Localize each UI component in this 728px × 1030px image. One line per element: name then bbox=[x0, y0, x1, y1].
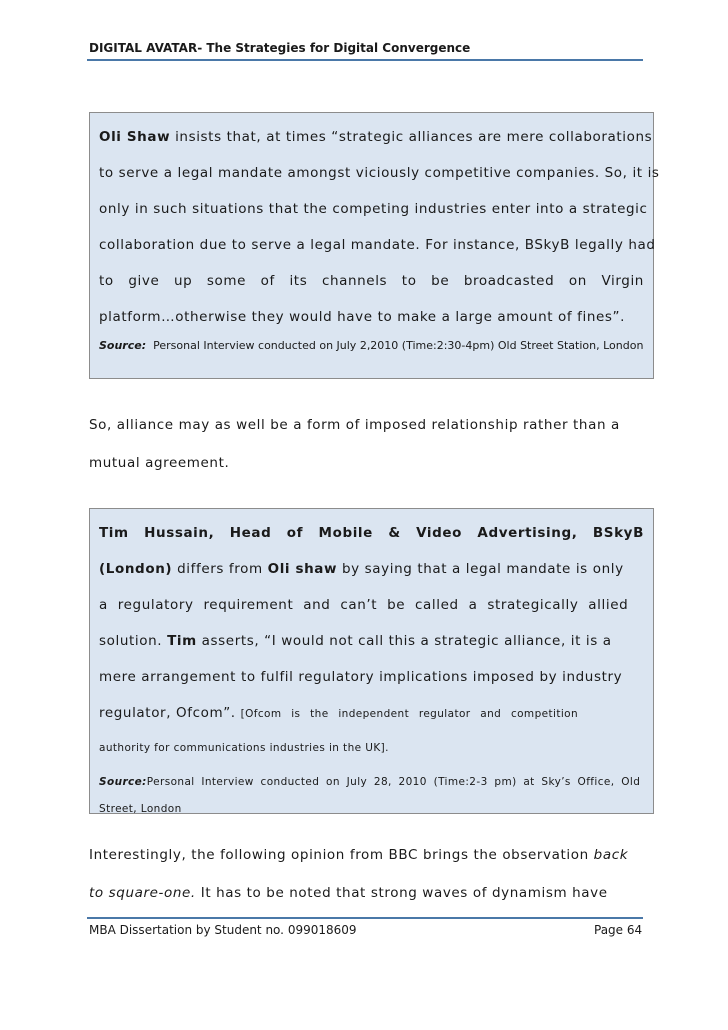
quote-line: mere arrangement to fulfil regulatory implications imposed by industry bbox=[99, 669, 623, 685]
word: its bbox=[289, 273, 308, 289]
word: some bbox=[206, 273, 247, 289]
quote-text: asserts, “I would not call this a strategic alliance, it is a bbox=[201, 633, 612, 649]
body-text: It has to be noted that strong waves of dynamism have bbox=[200, 885, 608, 901]
source-line: Street, London bbox=[99, 803, 182, 815]
speaker-name: Tim bbox=[167, 633, 197, 649]
quote-line: collaboration due to serve a legal mandate. For instance, BSkyB legally had bbox=[99, 237, 656, 253]
quote-text: by saying that a legal mandate is only bbox=[342, 561, 624, 577]
word: of bbox=[286, 525, 304, 541]
source-line bbox=[99, 335, 644, 357]
word: be bbox=[431, 273, 450, 289]
word: Virgin bbox=[601, 273, 644, 289]
quote-box-oli-shaw bbox=[89, 112, 660, 379]
source-text: Personal Interview conducted on July 28, 2010 (Time:2-3 pm) at Sky’s Office, Old bbox=[146, 776, 641, 788]
footer-left: MBA Dissertation by Student no. 099018609 bbox=[89, 923, 357, 937]
quote-line bbox=[99, 551, 644, 587]
quote-text: regulator, Ofcom”. bbox=[99, 705, 236, 721]
speaker-name: Oli shaw bbox=[267, 561, 338, 577]
word: Tim bbox=[99, 525, 129, 541]
body-line: So, alliance may as well be a form of imposed relationship rather than a bbox=[89, 417, 620, 433]
word: to bbox=[99, 273, 114, 289]
running-header: DIGITAL AVATAR- The Strategies for Digital Convergence bbox=[89, 41, 471, 55]
quote-line bbox=[99, 695, 644, 731]
word: on bbox=[568, 273, 587, 289]
body-paragraph bbox=[89, 836, 637, 912]
word: to bbox=[401, 273, 417, 289]
source-text: Personal Interview conducted on July 2,2010 (Time:2:30-4pm) Old Street Station, London bbox=[153, 339, 644, 352]
quote-line bbox=[99, 623, 644, 659]
quote-line: a regulatory requirement and can’t be called a strategically allied bbox=[99, 597, 629, 613]
source-label: Source: bbox=[99, 339, 147, 352]
quote-box-tim-hussain bbox=[89, 508, 654, 814]
editor-note-line: authority for communications industries in the UK]. bbox=[99, 742, 389, 754]
word: & bbox=[388, 525, 401, 541]
body-line bbox=[89, 836, 637, 874]
quote-text: differs from bbox=[177, 561, 263, 577]
speaker-location: (London) bbox=[99, 561, 173, 577]
source-line bbox=[99, 765, 644, 799]
body-paragraph bbox=[89, 406, 637, 482]
quote-line-justified bbox=[99, 263, 644, 299]
word: Video bbox=[416, 525, 463, 541]
body-line bbox=[89, 874, 637, 912]
word: give bbox=[128, 273, 160, 289]
body-text-italic: to square-one. bbox=[89, 885, 196, 901]
word: Mobile bbox=[318, 525, 373, 541]
word: Head bbox=[229, 525, 272, 541]
quote-line-justified bbox=[99, 515, 644, 551]
body-text: Interestingly, the following opinion from BBC brings the observation bbox=[89, 847, 589, 863]
word: Hussain, bbox=[144, 525, 215, 541]
header-rule bbox=[87, 59, 643, 61]
quote-line: to serve a legal mandate amongst viciously competitive companies. So, it is bbox=[99, 165, 660, 181]
word: up bbox=[173, 273, 193, 289]
quote-text: solution. bbox=[99, 633, 163, 649]
word: of bbox=[260, 273, 275, 289]
speaker-name: Oli Shaw bbox=[99, 129, 171, 145]
quote-text: insists that, at times “strategic alliances are mere collaborations bbox=[175, 129, 653, 145]
page-number: Page 64 bbox=[594, 923, 643, 937]
quote-line bbox=[99, 119, 653, 155]
word: BSkyB bbox=[592, 525, 644, 541]
quote-line: only in such situations that the competing industries enter into a strategic bbox=[99, 201, 648, 217]
footer-rule bbox=[87, 917, 643, 919]
word: Advertising, bbox=[477, 525, 578, 541]
body-line: mutual agreement. bbox=[89, 455, 230, 471]
quote-line: platform…otherwise they would have to make a large amount of fines”. bbox=[99, 309, 626, 325]
word: channels bbox=[321, 273, 388, 289]
editor-note: [Ofcom is the independent regulator and competition bbox=[240, 708, 579, 720]
body-text-italic: back bbox=[593, 847, 629, 863]
source-label: Source: bbox=[99, 776, 147, 788]
word: broadcasted bbox=[463, 273, 555, 289]
